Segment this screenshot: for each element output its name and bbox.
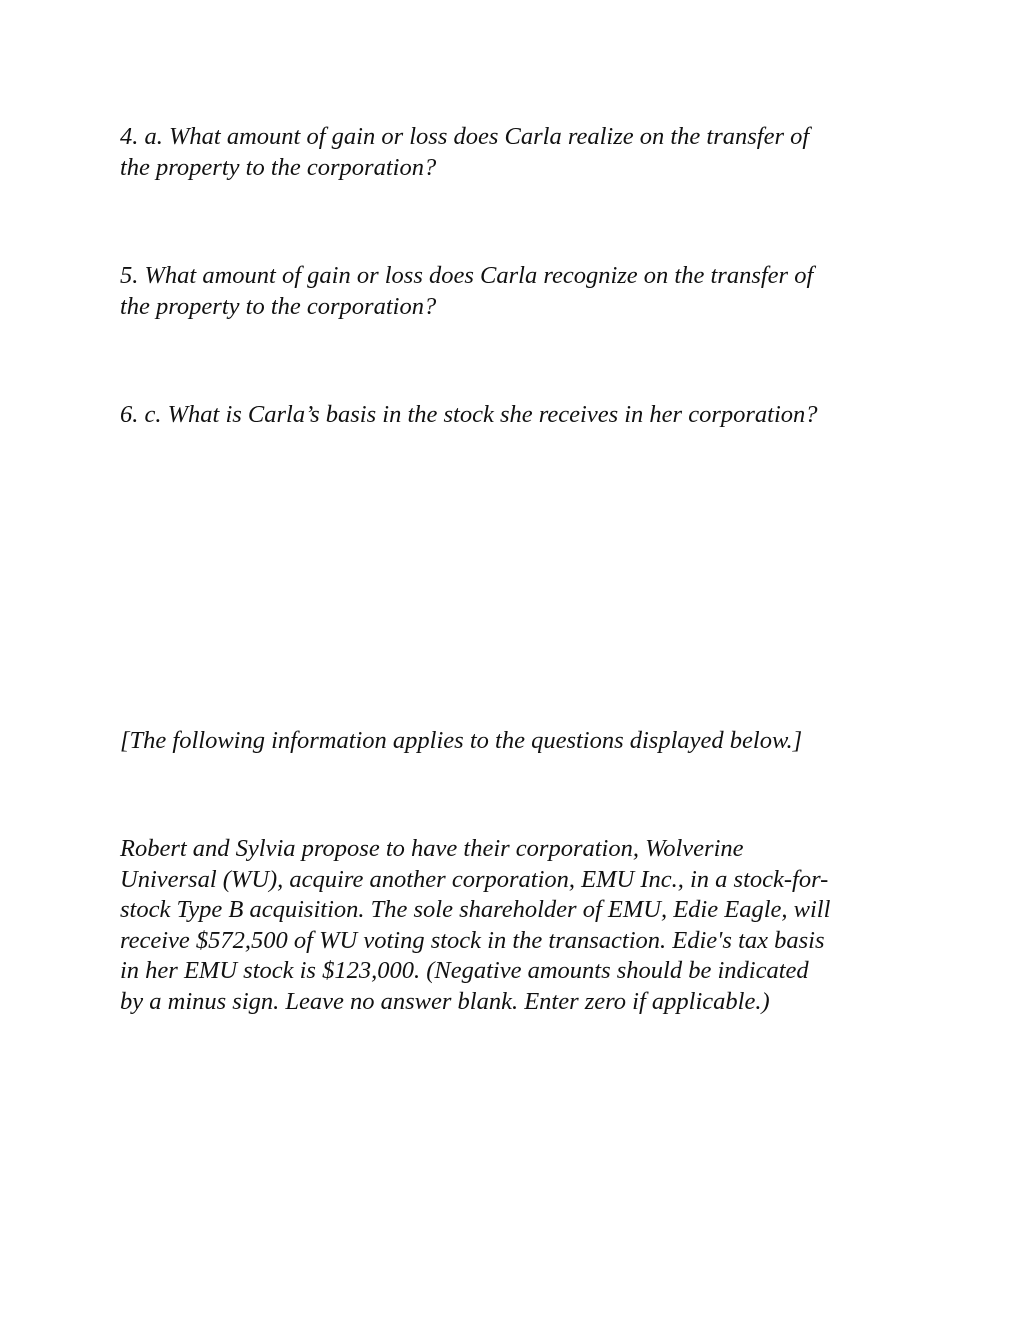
scenario-paragraph	[120, 834, 910, 1018]
question-5-text	[120, 261, 910, 322]
question-5-line: the property to the corporation?	[120, 292, 437, 320]
info-note	[120, 726, 910, 757]
question-5-line: 5. What amount of gain or loss does Carla recognize on the transfer of	[120, 262, 814, 289]
question-6-line: 6. c. What is Carla’s basis in the stock she receives in her corporation?	[120, 401, 818, 428]
scenario-line: stock Type B acquisition. The sole shareholder of EMU, Edie Eagle, will	[120, 896, 831, 924]
scenario-line: receive $572,500 of WU voting stock in the transaction. Edie's tax basis	[120, 926, 825, 954]
question-4-line: the property to the corporation?	[120, 153, 437, 181]
scenario-line: Robert and Sylvia propose to have their corporation, Wolverine	[120, 835, 744, 862]
question-4-line: 4. a. What amount of gain or loss does Carla realize on the transfer of	[120, 123, 810, 150]
scenario-line: in her EMU stock is $123,000. (Negative amounts should be indicated	[120, 957, 809, 985]
scenario-line: Universal (WU), acquire another corporation, EMU Inc., in a stock-for-	[120, 865, 829, 893]
info-note-line: [The following information applies to the questions displayed below.]	[120, 727, 803, 754]
question-4-text	[120, 122, 910, 183]
scenario-line: by a minus sign. Leave no answer blank. Enter zero if applicable.)	[120, 987, 770, 1015]
question-6-text	[120, 400, 910, 431]
